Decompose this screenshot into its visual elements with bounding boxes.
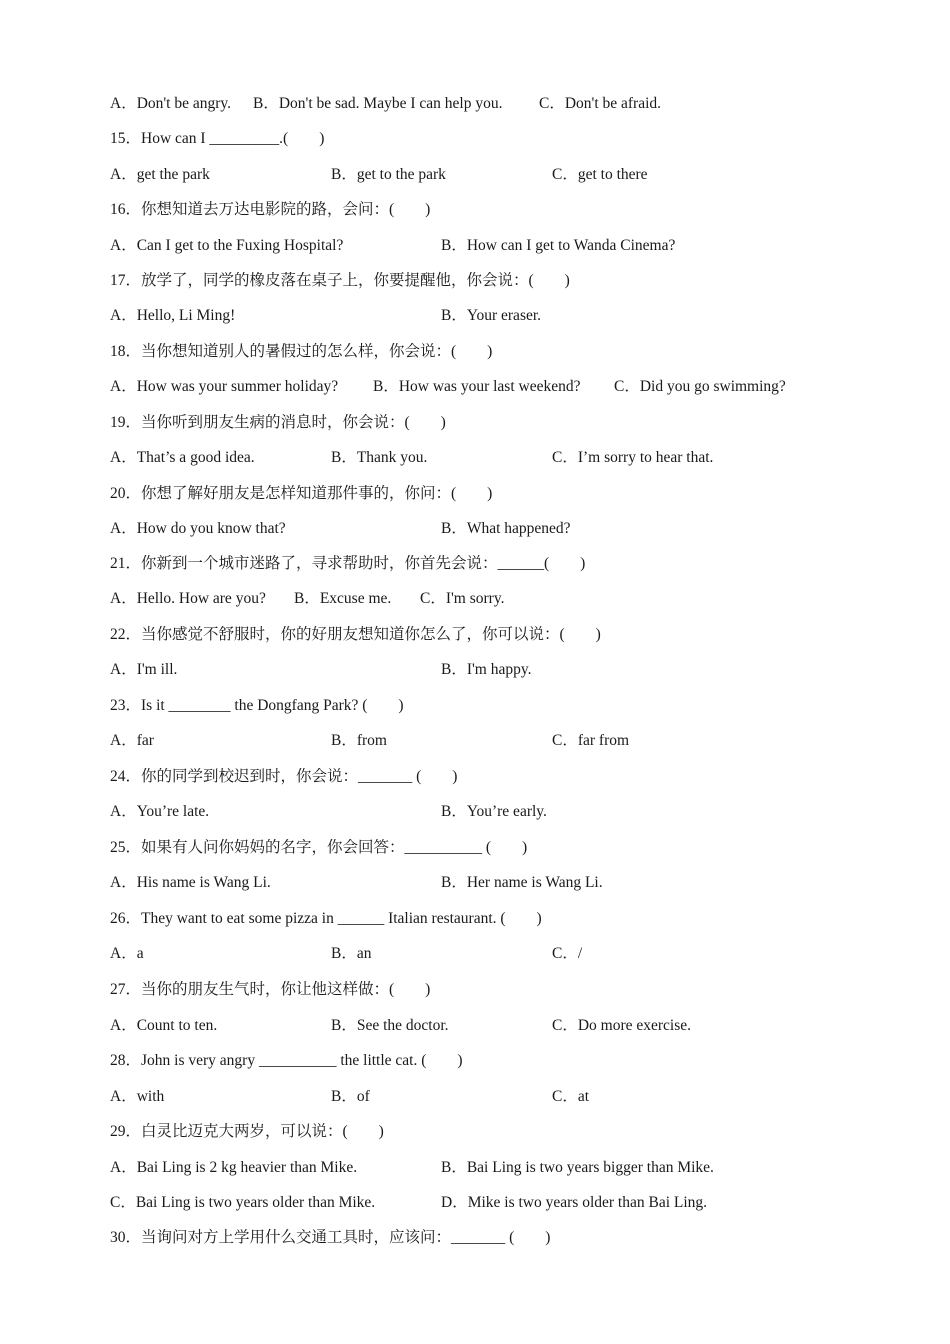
option-c: C．far from	[552, 732, 630, 749]
option-b: B．See the doctor.	[331, 1017, 449, 1034]
question-17: 17．放学了，同学的橡皮落在桌子上，你要提醒他，你会说：( )	[110, 272, 570, 289]
question-20: 20．你想了解好朋友是怎样知道那件事的，你问：( )	[110, 485, 493, 502]
option-a: A．Hello. How are you?	[110, 590, 266, 607]
option-a: A．Hello, Li Ming!	[110, 307, 236, 324]
option-b: B．You’re early.	[441, 803, 547, 820]
option-b: B．an	[331, 945, 372, 962]
option-c: C．Bai Ling is two years older than Mike.	[110, 1194, 376, 1211]
question-30: 30．当询问对方上学用什么交通工具时，应该问：_______ ( )	[110, 1229, 551, 1246]
option-c: C．get to there	[552, 166, 648, 183]
question-18: 18．当你想知道别人的暑假过的怎么样，你会说：( )	[110, 343, 493, 360]
question-15: 15．How can I _________.( )	[110, 130, 325, 147]
option-a: A．That’s a good idea.	[110, 449, 255, 466]
option-a: A．You’re late.	[110, 803, 210, 820]
question-21: 21．你新到一个城市迷路了，寻求帮助时，你首先会说：______( )	[110, 555, 586, 572]
option-b: B．How was your last weekend?	[373, 378, 581, 395]
option-a: A．get the park	[110, 166, 210, 183]
question-23: 23．Is it ________ the Dongfang Park? ( )	[110, 697, 404, 714]
option-a: A．How was your summer holiday?	[110, 378, 339, 395]
option-b: B．of	[331, 1088, 370, 1105]
option-b: B．get to the park	[331, 166, 446, 183]
option-a: A．Don't be angry.	[110, 95, 232, 112]
option-c: C．at	[552, 1088, 590, 1105]
option-a: A．far	[110, 732, 154, 749]
option-b: B．Bai Ling is two years bigger than Mike.	[441, 1159, 714, 1176]
option-b: B．Don't be sad. Maybe I can help you.	[253, 95, 503, 112]
option-a: A．His name is Wang Li.	[110, 874, 271, 891]
option-c: C．Do more exercise.	[552, 1017, 692, 1034]
question-22: 22．当你感觉不舒服时，你的好朋友想知道你怎么了，你可以说：( )	[110, 626, 601, 643]
option-b: B．What happened?	[441, 520, 571, 537]
option-b: B．Your eraser.	[441, 307, 542, 324]
question-28: 28．John is very angry __________ the little cat. ( )	[110, 1052, 463, 1069]
option-a: A．How do you know that?	[110, 520, 286, 537]
option-b: B．Excuse me.	[294, 590, 392, 607]
option-c: C．Don't be afraid.	[539, 95, 662, 112]
option-b: B．I'm happy.	[441, 661, 532, 678]
option-a: A．Bai Ling is 2 kg heavier than Mike.	[110, 1159, 358, 1176]
option-a: A．Count to ten.	[110, 1017, 218, 1034]
option-a: A．a	[110, 945, 144, 962]
option-d: D．Mike is two years older than Bai Ling.	[441, 1194, 708, 1211]
question-16: 16．你想知道去万达电影院的路，会问：( )	[110, 201, 431, 218]
option-b: B．Her name is Wang Li.	[441, 874, 603, 891]
question-26: 26．They want to eat some pizza in ______ Italian restaurant. ( )	[110, 910, 542, 927]
option-a: A．I'm ill.	[110, 661, 178, 678]
option-b: B．Thank you.	[331, 449, 428, 466]
question-24: 24．你的同学到校迟到时，你会说：_______ ( )	[110, 768, 458, 785]
question-25: 25．如果有人问你妈妈的名字，你会回答：__________ ( )	[110, 839, 528, 856]
question-29: 29．白灵比迈克大两岁，可以说：( )	[110, 1123, 384, 1140]
option-b: B．from	[331, 732, 387, 749]
option-b: B．How can I get to Wanda Cinema?	[441, 237, 676, 254]
question-19: 19．当你听到朋友生病的消息时，你会说：( )	[110, 414, 446, 431]
question-27: 27．当你的朋友生气时，你让他这样做：( )	[110, 981, 431, 998]
option-c: C．Did you go swimming?	[614, 378, 786, 395]
option-c: C．/	[552, 945, 583, 962]
option-a: A．Can I get to the Fuxing Hospital?	[110, 237, 344, 254]
option-c: C．I’m sorry to hear that.	[552, 449, 714, 466]
option-c: C．I'm sorry.	[420, 590, 505, 607]
option-a: A．with	[110, 1088, 165, 1105]
